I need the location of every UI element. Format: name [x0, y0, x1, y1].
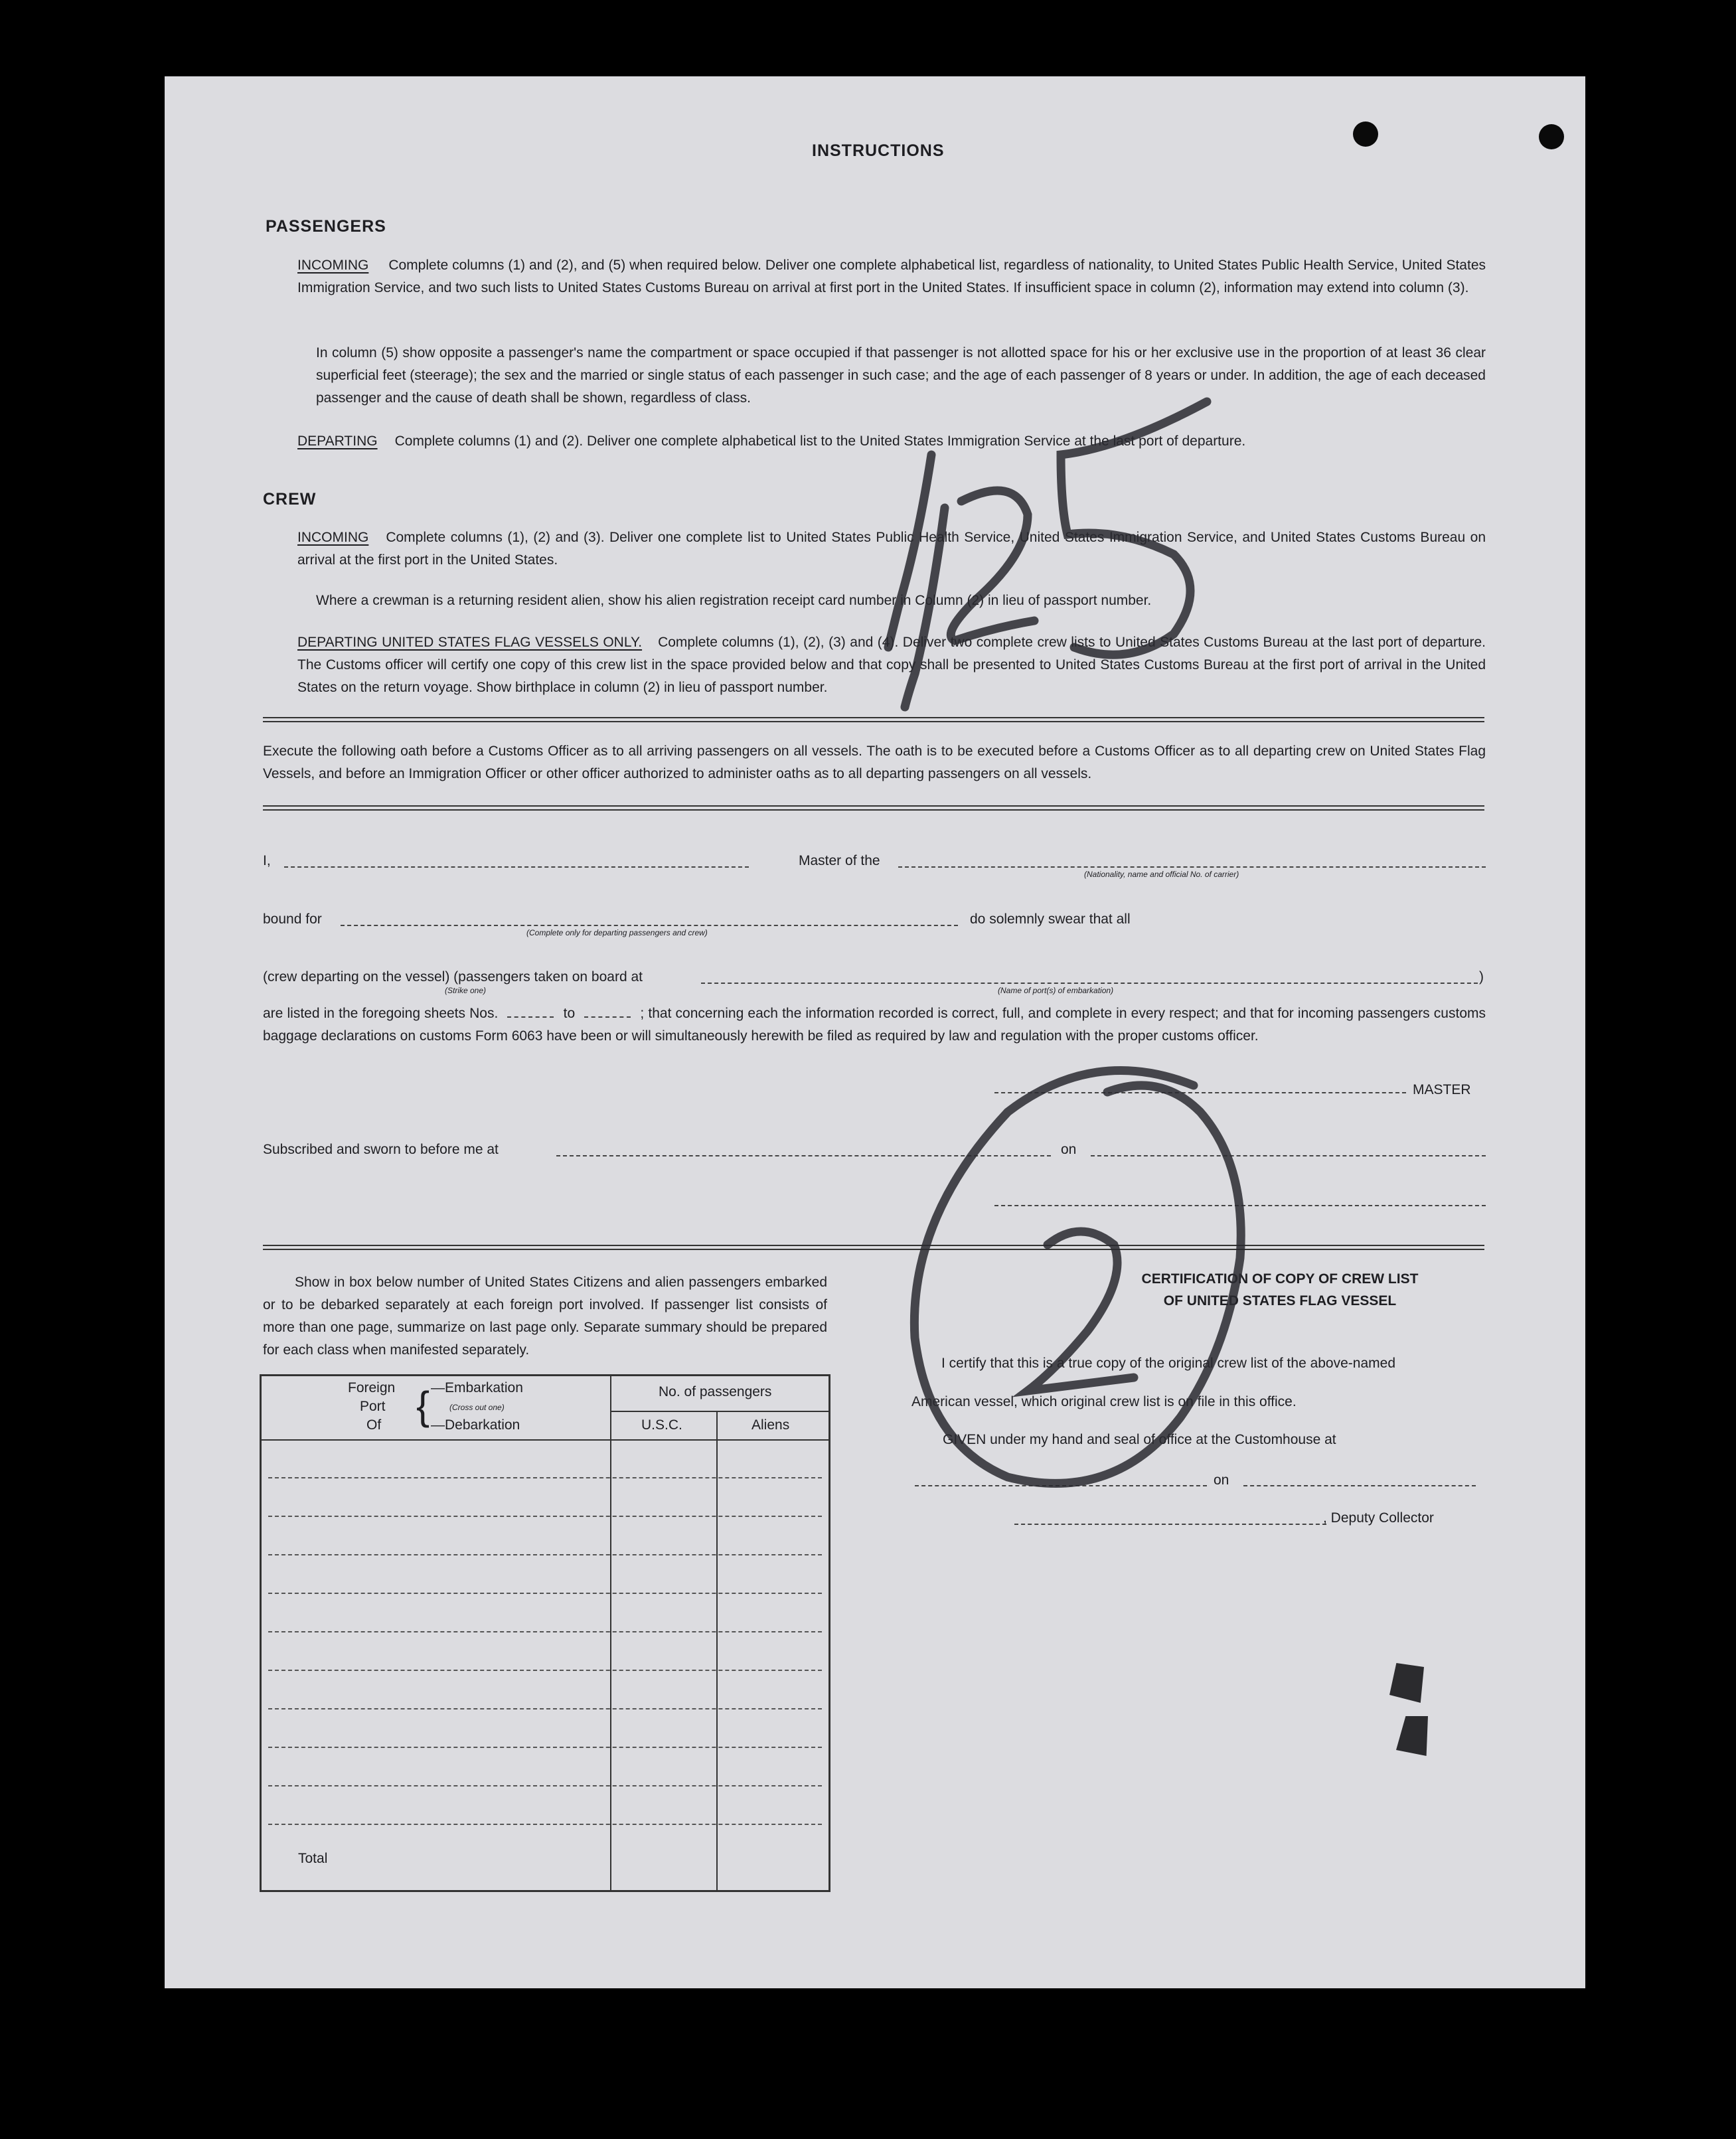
- bound-for-label: bound for: [263, 911, 322, 927]
- strike-note: (Strike one): [445, 986, 487, 995]
- crew-heading: CREW: [263, 490, 317, 509]
- brace-glyph: {: [416, 1384, 430, 1428]
- handwriting-overlay: [165, 76, 1585, 1988]
- oath-instruction: Execute the following oath before a Customs Officer as to all arriving passengers on all vessels. The oath is to be executed before a Customs Officer as to all departing crew on United States Flag Vessels, and before an Immigration Officer or other officer authorized to administer oaths as to all departing passengers on all vessels.: [263, 744, 1486, 781]
- subscribed-label: Subscribed and sworn to before me at: [263, 1142, 499, 1157]
- certify-line-a: I certify that this is a true copy of the original crew list of the above-named: [941, 1356, 1395, 1371]
- passengers-column5-paragraph: In column (5) show opposite a passenger's name the compartment or space occupied if that passenger is not allotted space for his or her exclusive use in the proportion of at least 36 clear superficial feet (steerage); the sex and the married or single status of each passenger in such case; and the age of each passenger of 8 years or under. In addition, the age of each deceased passenger and the cause of death shall be shown, regardless of class.: [316, 345, 1486, 406]
- crew-resident-paragraph: Where a crewman is a returning resident alien, show his alien registration receipt card number in Column (2) in lieu of passport number.: [316, 593, 1152, 608]
- crew-incoming-text: Complete columns (1), (2) and (3). Deliver one complete list to United States Public Health Service, United States Immigration Service, and United States Customs Bureau on arrival at the first port in the United States.: [297, 530, 1486, 568]
- passengers-heading: PASSENGERS: [266, 217, 386, 236]
- certification-heading-1: CERTIFICATION OF COPY OF CREW LIST: [1141, 1271, 1419, 1287]
- embarkation-option[interactable]: —Embarkation: [431, 1380, 523, 1395]
- crew-departing-text: Complete columns (1), (2), (3) and (4). Deliver two complete crew lists to United States Customs Bureau at the last port of departure. The Customs officer will certify one copy of this crew list in the space provided below and that copy shall be presented to United States Customs Bureau at the first port of arrival in the United States on the return voyage. Show birthplace in column (2) in lieu of passport number.: [297, 635, 1486, 695]
- certification-heading-2: OF UNITED STATES FLAG VESSEL: [1163, 1293, 1397, 1308]
- passengers-incoming-text: Complete columns (1) and (2), and (5) when required below. Deliver one complete alphabetical list, regardless of nationality, to United States Public Health Service, United States Immigration Service, and two such lists to United States Customs Bureau on arrival at first port in the United States. If insufficient space in column (2), information may extend into column (3).: [297, 258, 1486, 295]
- handwritten-stroke-two: [905, 508, 945, 707]
- cross-out-note: (Cross out one): [449, 1403, 505, 1412]
- passengers-departing-label: DEPARTING: [297, 434, 378, 449]
- carrier-note: (Nationality, name and official No. of carrier): [1084, 870, 1239, 879]
- no-passengers-header: No. of passengers: [659, 1384, 772, 1399]
- of-label: Of: [366, 1417, 382, 1433]
- listed-b-text: ; that concerning each the information recorded is correct, full, and complete in every respect; and that for incoming passengers customs baggage declarations on customs Form 6063 have been or will simultaneously herewith be filed as required by law and regulation with the proper customs officer.: [263, 1006, 1486, 1044]
- crew-passengers-label: (crew departing on the vessel) (passengers taken on board at: [263, 969, 643, 985]
- page-title: INSTRUCTIONS: [812, 141, 945, 160]
- oath-i-label: I,: [263, 853, 271, 868]
- sworn-on-label: on: [1061, 1142, 1077, 1157]
- bound-for-note: (Complete only for departing passengers and crew): [526, 928, 708, 937]
- certify-line-b: American vessel, which original crew list is on file in this office.: [911, 1394, 1297, 1409]
- crew-departing-label: DEPARTING UNITED STATES FLAG VESSELS ONLY.: [297, 635, 643, 650]
- handwritten-circled-two: [1028, 1231, 1134, 1391]
- aliens-header: Aliens: [751, 1417, 790, 1433]
- crew-incoming-label: INCOMING: [297, 530, 369, 545]
- handwritten-circle: [914, 1071, 1241, 1484]
- usc-header: U.S.C.: [641, 1417, 682, 1433]
- total-label: Total: [298, 1851, 328, 1866]
- passengers-incoming-label: INCOMING: [297, 258, 369, 273]
- given-line: GIVEN under my hand and seal of office at the Customhouse at: [943, 1432, 1336, 1447]
- summary-instruction: Show in box below number of United States Citizens and alien passengers embarked or to be debarked separately at each foreign port involved. If passenger list consists of more than one page, summarize on last page only. Separate summary should be prepared for each class when manifested separately.: [263, 1275, 827, 1358]
- master-of-label: Master of the: [799, 853, 880, 868]
- cert-on-label: on: [1214, 1472, 1229, 1488]
- debarkation-option[interactable]: —Debarkation: [431, 1417, 520, 1433]
- port-label: Port: [360, 1399, 386, 1414]
- handwritten-digit-five: [1061, 402, 1207, 655]
- listed-a-text: are listed in the foregoing sheets Nos.: [263, 1006, 499, 1021]
- master-label: MASTER: [1413, 1082, 1471, 1097]
- listed-to-text: to: [563, 1006, 576, 1021]
- handwritten-digit-two: [951, 491, 1034, 641]
- passengers-departing-text: Complete columns (1) and (2). Deliver one complete alphabetical list to the United States Immigration Service at the last port of departure.: [394, 434, 1246, 449]
- deputy-collector-label: , Deputy Collector: [1323, 1510, 1434, 1526]
- swear-label: do solemnly swear that all: [970, 911, 1131, 927]
- embarkation-note: (Name of port(s) of embarkation): [998, 986, 1114, 995]
- document-page: [165, 76, 1585, 1988]
- close-paren: ): [1479, 969, 1484, 985]
- foreign-label: Foreign: [348, 1380, 396, 1395]
